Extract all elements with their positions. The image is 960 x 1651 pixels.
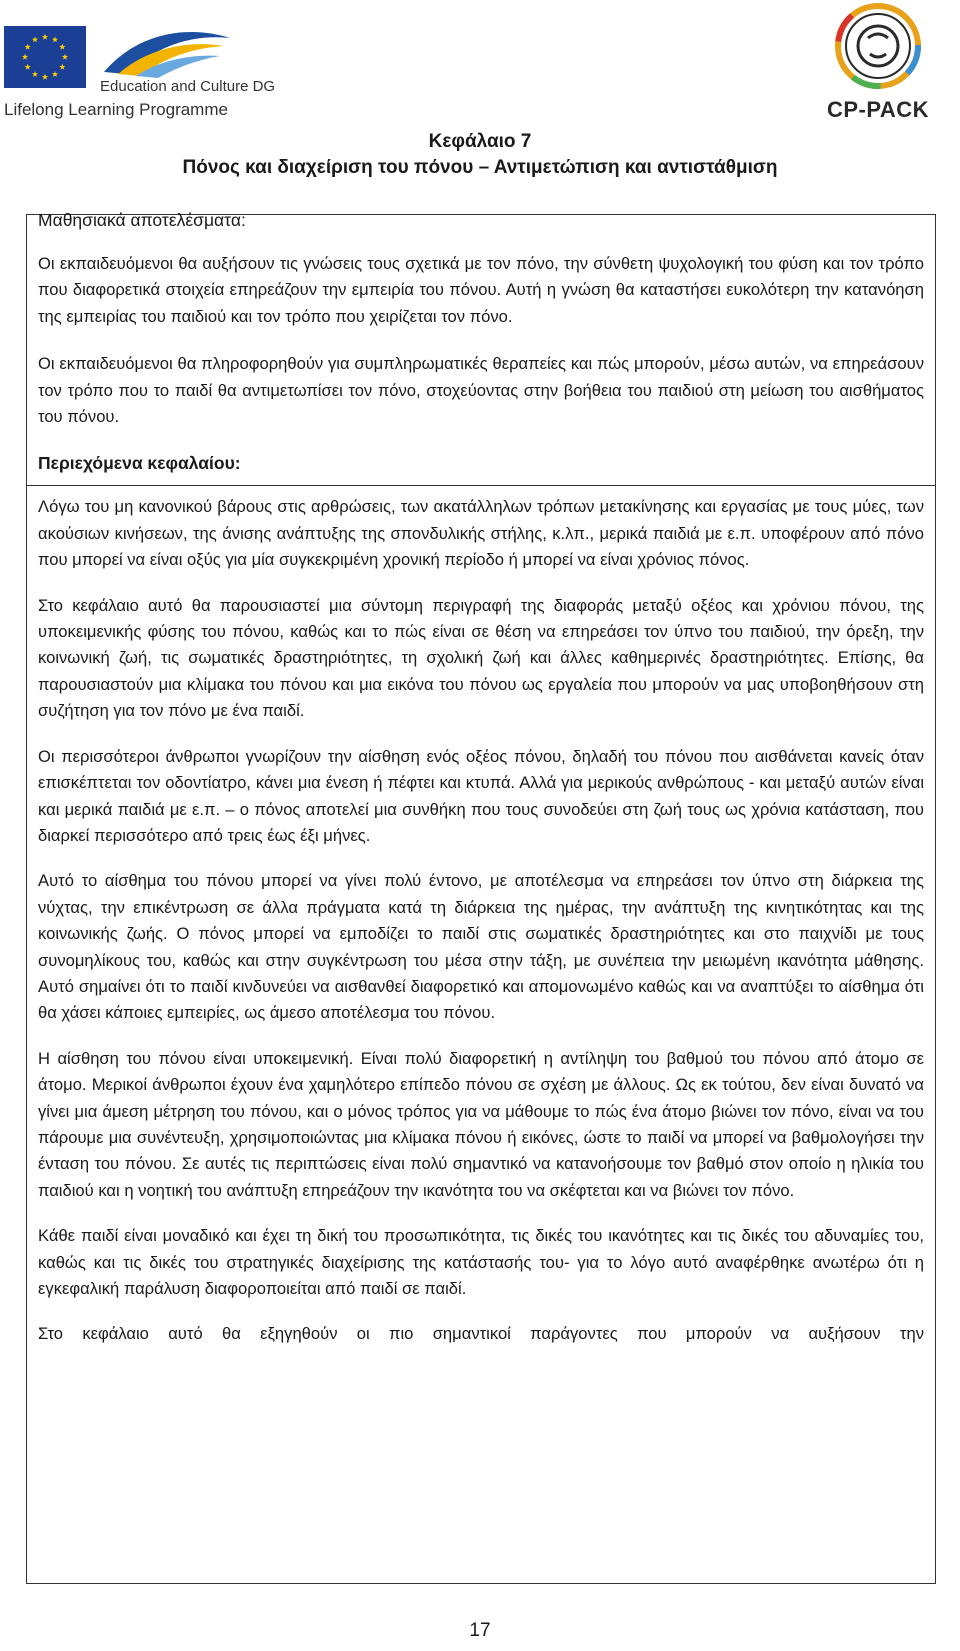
- outcomes-paragraph: Οι εκπαιδευόμενοι θα αυξήσουν τις γνώσεις τους σχετικά με τον πόνο, την σύνθετη ψυχολογική του φύση και τον τρόπο που διαφορετικά στοιχεία επηρεάζουν την εμπειρία του πόνου. Αυτή η γνώση θα καταστήσει ευκολότερη την κατανόηση της εμπειρίας του παιδιού και τον τρόπο που χειρίζεται τον πόνο.: [38, 254, 924, 326]
- contents-paragraph: Αυτό το αίσθημα του πόνου μπορεί να γίνει πολύ έντονο, με αποτέλεσμα να επηρεάσει τον ύπνο στη διάρκεια της νύχτας, την επικέντρωση σε άλλα πράγματα κατά τη διάρκεια της ημέρας, την ανάπτυξη της κινητικότητας και της κοινωνικής ζωής. Ο πόνος μπορεί να εμποδίζει το παιδί στις σωματικές δραστηριότητες και στο παιχνίδι με τους συνομηλίκους του, καθώς και στην συγκέντρωση του μέσα στην τάξη, με συνέπεια την μειωμένη ικανότητα μάθησης. Αυτό σημαίνει ότι το παιδί κινδυνεύει να αισθανθεί διαφορετικό και απομονωμένο καθώς και να αναπτύξει το αίσθημα ότι θα χάσει κάποιες εμπειρίες, ως άμεσο αποτέλεσμα του πόνου.: [38, 871, 924, 1023]
- eu-lifelong-learning-logo: [4, 22, 276, 122]
- contents-paragraph: Λόγω του μη κανονικού βάρους στις αρθρώσεις, των ακατάλληλων τρόπων μετακίνησης και εργασίας με τους μύες, των ακούσιων κινήσεων, της άνισης ανάπτυξης της σπονδυλικής στήλης, κ.λπ., μερικά παιδιά με ε.π. υποφέρουν από πόνο που μπορεί να είναι οξύς για μία συγκεκριμένη χρονική περίοδο ή μπορεί να είναι χρόνιος πόνος.: [38, 497, 924, 570]
- contents-paragraph: Η αίσθηση του πόνου είναι υποκειμενική. Είναι πολύ διαφορετική η αντίληψη του βαθμού του πόνου από άτομο σε άτομο. Μερικοί άνθρωποι έχουν ένα χαμηλότερο επίπεδο πόνου σε σχέση με άλλους. Ως εκ τούτου, δεν είναι δυνατό να γίνει μια άμεση μέτρηση του πόνου, και ο μόνος τρόπος για να μάθουμε το πώς ένα άτομο βιώνει τον πόνο, είναι να του πάρουμε μια συνέντευξη, χρησιμοποιώντας μια κλίμακα πόνου ή εικόνες, ώστε το παιδί να μπορεί να βαθμολογήσει την ένταση του πόνου. Σε αυτές τις περιπτώσεις είναι πολύ σημαντικό να κατανοήσουμε τον βαθμό στον οποίο η ηλικία του παιδιού και η νοητική του ανάπτυξη επηρεάζουν την ικανότητα του να σκέφτεται και να βιώνει τον πόνο.: [38, 1048, 924, 1200]
- learning-outcomes-section: [38, 207, 924, 430]
- contents-paragraph: Στο κεφάλαιο αυτό θα εξηγηθούν οι πιο σημαντικοί παράγοντες που μπορούν να αυξήσουν την: [38, 1324, 924, 1344]
- chapter-number: Κεφάλαιο 7: [428, 131, 532, 152]
- contents-paragraph: Κάθε παιδί είναι μοναδικό και έχει τη δική του προσωπικότητα, τις δικές του ικανότητες και τις δικές του αδυναμίες του, καθώς και τις δικές του στρατηγικές διαχείρισης της κατάστασής του- για το λόγο αυτό αναφέρθηκε ανωτέρω ότι η εγκεφαλική παράλυση διαφοροποιείται από παιδί σε παιδί.: [38, 1226, 924, 1298]
- chapter-title: Πόνος και διαχείριση του πόνου – Αντιμετώπιση και αντιστάθμιση: [182, 157, 778, 178]
- eu-dg-label: Education and Culture DG: [100, 78, 276, 95]
- contents-paragraph: Στο κεφάλαιο αυτό θα παρουσιαστεί μια σύντομη περιγραφή της διαφοράς μεταξύ οξέος και χρόνιου πόνου, της υποκειμενικής φύσης του πόνου, καθώς και το πώς είναι σε θέση να επηρεάσει τον ύπνο του παιδιού, την όρεξη, την κοινωνική ζωή, τις σωματικές δραστηριότητες, τη σχολική ζωή και άλλες καθημερινές δραστηριότητες. Επίσης, θα παρουσιαστούν μια κλίμακα του πόνου και μια εικόνα του πόνου ως εργαλεία που μπορούν να μας υποβοηθήσουν στη συζήτηση για τον πόνο με ένα παιδί.: [38, 595, 924, 721]
- contents-heading: Περιεχόμενα κεφαλαίου:: [38, 453, 241, 474]
- page-number: 17: [469, 1620, 491, 1641]
- eu-flag-icon: [4, 26, 86, 88]
- eu-programme-label: Lifelong Learning Programme: [4, 100, 228, 119]
- outcomes-heading: Μαθησιακά αποτελέσματα:: [38, 210, 246, 230]
- content-body: [38, 210, 924, 1348]
- outcomes-paragraph: Οι εκπαιδευόμενοι θα πληροφορηθούν για συμπληρωματικές θεραπείες και πώς μπορούν, μέσω αυτών, να επηρεάσουν τον τρόπο που το παιδί θα αντιμετωπίσει τον πόνο, στοχεύοντας στην βοήθεια του παιδιού στη μείωση του αισθήματος του πόνου.: [38, 354, 924, 427]
- chapter-contents-section: [38, 450, 924, 1347]
- cp-pack-label: CP-PACK: [826, 97, 930, 122]
- contents-paragraph: Οι περισσότεροι άνθρωποι γνωρίζουν την αίσθηση ενός οξέος πόνου, δηλαδή του πόνου που αισθάνεται κανείς όταν επισκέπτεται τον οδοντίατρο, κάνει μια ένεση ή πέφτει και κτυπά. Αλλά για μερικούς ανθρώπους - και μεταξύ αυτών είναι και μερικά παιδιά με ε.π. – ο πόνος αποτελεί μια συνθήκη που τους συνοδεύει στη ζωή τους ως χρόνια κατάσταση, που διαρκεί περισσότερο από τρεις έως έξι μήνες.: [38, 746, 924, 845]
